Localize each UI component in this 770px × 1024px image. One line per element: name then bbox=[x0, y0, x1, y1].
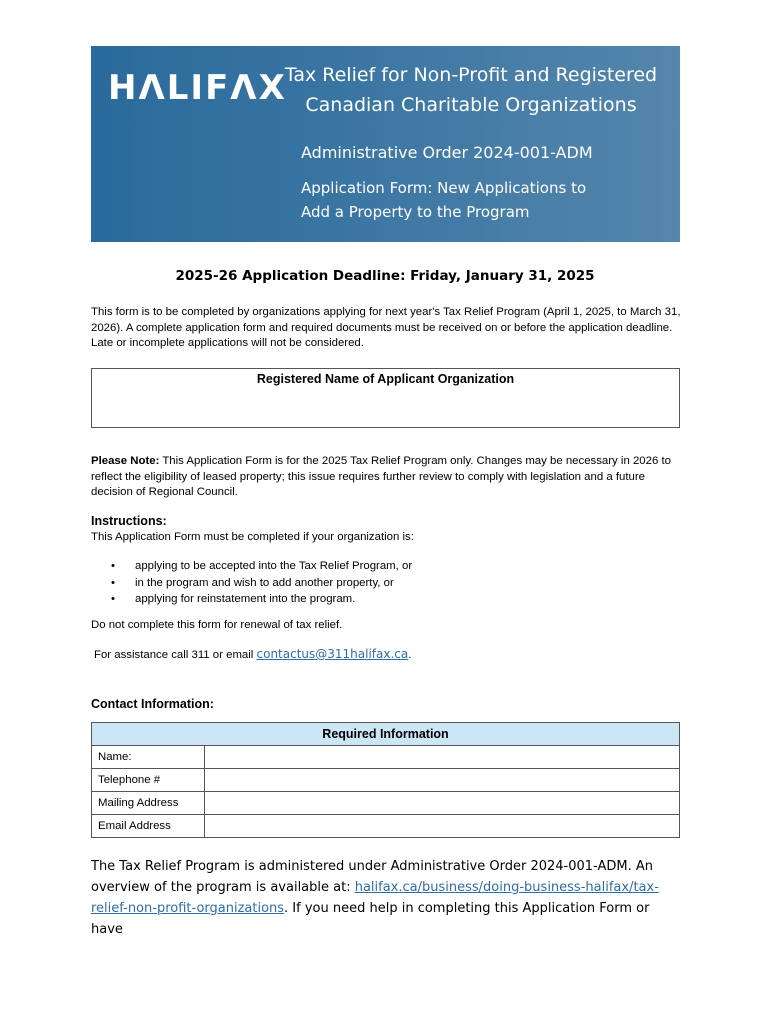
table-row bbox=[92, 746, 680, 769]
organization-name-box[interactable] bbox=[91, 368, 680, 428]
mailing-address-label: Mailing Address bbox=[92, 792, 205, 815]
telephone-field[interactable] bbox=[205, 769, 680, 792]
assistance-suffix: . bbox=[408, 649, 412, 661]
closing-text-2: . If you need help in completing this Application Form or have bbox=[91, 901, 650, 937]
deadline-heading: 2025-26 Application Deadline: Friday, January 31, 2025 bbox=[175, 268, 595, 284]
renewal-note: Do not complete this form for renewal of tax relief. bbox=[91, 619, 343, 631]
contact-heading: Contact Information: bbox=[91, 697, 214, 711]
banner-form-line1: Application Form: New Applications to bbox=[301, 179, 587, 197]
header-banner bbox=[91, 46, 680, 242]
halifax-logo: HΛLIFΛX bbox=[108, 68, 287, 108]
email-link[interactable]: contactus@311halifax.ca bbox=[256, 647, 409, 661]
banner-form-line2: Add a Property to the Program bbox=[301, 203, 530, 221]
list-item: • in the program and wish to add another property, or bbox=[91, 575, 412, 592]
closing-text-1: The Tax Relief Program is administered under Administrative Order 2024-001-ADM. An overview of the program is available at: bbox=[91, 859, 653, 895]
list-item: • applying for reinstatement into the program. bbox=[91, 591, 412, 608]
table-header-row bbox=[92, 723, 680, 746]
organization-name-field[interactable] bbox=[92, 386, 679, 416]
assistance-line bbox=[94, 647, 684, 664]
email-address-field[interactable] bbox=[205, 815, 680, 838]
note-text: This Application Form is for the 2025 Tax Relief Program only. Changes may be necessary in 2026 to reflect the eligibility of leased property; this issue requires further review to comply with legislation and a future decision of Regional Council. bbox=[91, 455, 671, 498]
contact-info-table bbox=[91, 722, 680, 838]
assistance-prefix: For assistance call 311 or email bbox=[94, 649, 257, 661]
note-paragraph bbox=[91, 454, 681, 501]
intro-paragraph: This form is to be completed by organizations applying for next year's Tax Relief Program (April 1, 2025, to March 31, 2026). A complete application form and required documents must be received on or before the application deadline. Late or incomplete applications will not be considered. bbox=[91, 306, 681, 349]
program-overview-link[interactable]: halifax.ca/business/doing-business-halifax/tax-relief-non-profit-organizations bbox=[91, 880, 659, 916]
required-info-header: Required Information bbox=[92, 723, 680, 746]
name-field[interactable] bbox=[205, 746, 680, 769]
banner-title-line1: Tax Relief for Non-Profit and Registered bbox=[284, 64, 658, 86]
closing-paragraph bbox=[91, 856, 681, 940]
instructions-heading: Instructions: bbox=[91, 514, 167, 528]
banner-title bbox=[266, 60, 676, 120]
note-label: Please Note: bbox=[91, 455, 160, 467]
table-row bbox=[92, 769, 680, 792]
table-row bbox=[92, 792, 680, 815]
name-label: Name: bbox=[92, 746, 205, 769]
table-row bbox=[92, 815, 680, 838]
list-item: • applying to be accepted into the Tax Relief Program, or bbox=[91, 558, 412, 575]
banner-order: Administrative Order 2024-001-ADM bbox=[301, 143, 593, 162]
email-address-label: Email Address bbox=[92, 815, 205, 838]
organization-name-label: Registered Name of Applicant Organization bbox=[256, 372, 515, 386]
instructions-lead: This Application Form must be completed if your organization is: bbox=[91, 531, 414, 543]
mailing-address-field[interactable] bbox=[205, 792, 680, 815]
banner-title-line2: Canadian Charitable Organizations bbox=[305, 94, 637, 116]
instructions-list bbox=[91, 558, 412, 608]
banner-form-title bbox=[301, 176, 641, 224]
telephone-label: Telephone # bbox=[92, 769, 205, 792]
